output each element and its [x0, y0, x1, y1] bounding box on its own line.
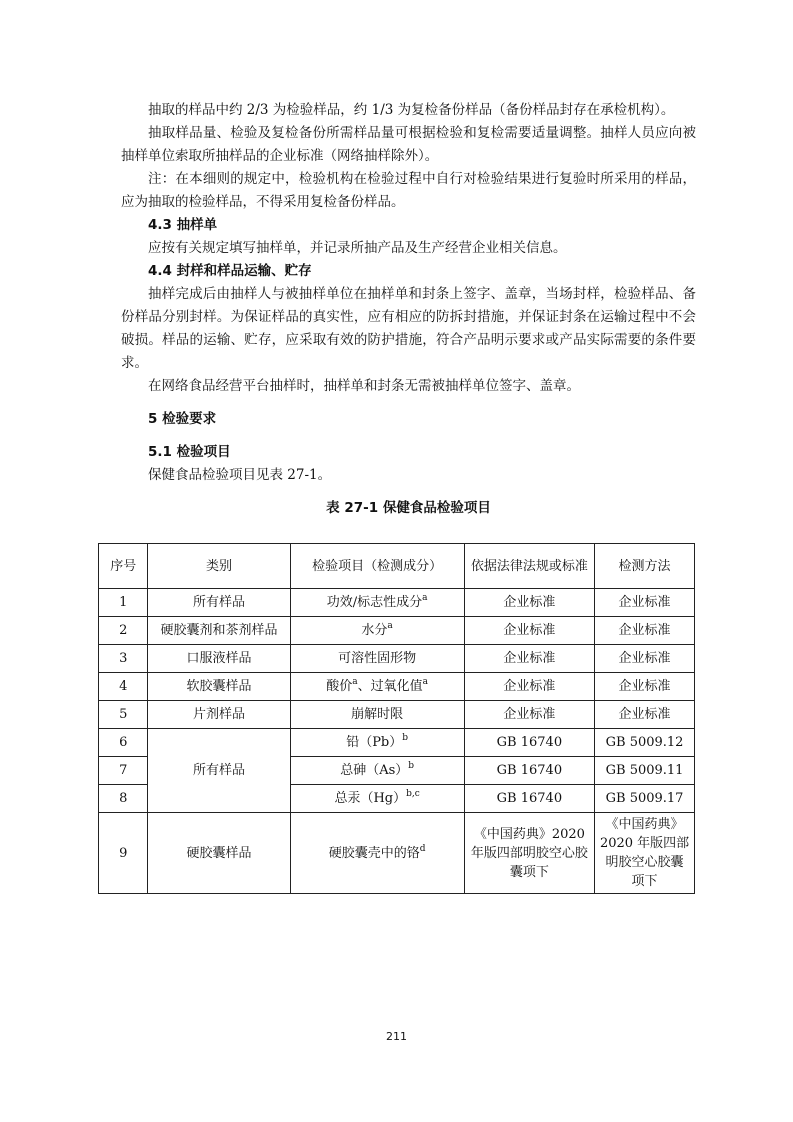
- inspection-items-table: [98, 543, 695, 894]
- cell-no: 9: [99, 813, 148, 894]
- cell-category: 硬胶囊样品: [148, 813, 290, 894]
- table-row: [99, 813, 695, 894]
- cell-item: [290, 673, 464, 701]
- footnote-mark: a: [387, 621, 393, 631]
- cell-category: 口服液样品: [148, 645, 290, 673]
- item-text: 总砷（As）: [340, 763, 409, 778]
- table-row: [99, 617, 695, 645]
- cell-basis: 企业标准: [464, 645, 594, 673]
- cell-basis: 企业标准: [464, 617, 594, 645]
- page-number: 211: [386, 1030, 407, 1043]
- table-row: [99, 701, 695, 729]
- table-header-row: [99, 544, 695, 589]
- item-text: 、过氧化值: [357, 679, 423, 694]
- cell-basis: GB 16740: [464, 729, 594, 757]
- cell-item: [290, 757, 464, 785]
- cell-basis: GB 16740: [464, 785, 594, 813]
- item-text: 铅（Pb）: [346, 735, 403, 750]
- item-text: 总汞（Hg）: [334, 791, 407, 806]
- footnote-mark: a: [422, 677, 428, 687]
- document-body: [121, 99, 696, 526]
- cell-method: 《中国药典》2020 年版四部明胶空心胶囊项下: [595, 813, 695, 894]
- cell-basis: GB 16740: [464, 757, 594, 785]
- section-heading-5-1: 5.1 检验项目: [148, 444, 231, 460]
- cell-no: 2: [99, 617, 148, 645]
- footnote-mark: d: [419, 843, 426, 854]
- header-no: 序号: [99, 544, 148, 589]
- item-text: 硬胶囊壳中的铬: [328, 845, 420, 861]
- cell-category: 硬胶囊剂和茶剂样品: [148, 617, 290, 645]
- paragraph: 抽样完成后由抽样人与被抽样单位在抽样单和封条上签字、盖章，当场封样，检验样品、备份样品分别封样。为保证样品的真实性，应有相应的防拆封措施，并保证封条在运输过程中不会破损。样品的运输、贮存，应采取有效的防护措施，符合产品明示要求或产品实际需要的条件要求。: [121, 286, 696, 371]
- table-caption: 表 27-1 保健食品检验项目: [326, 500, 491, 516]
- paragraph: 应按有关规定填写抽样单，并记录所抽产品及生产经营企业相关信息。: [148, 240, 567, 256]
- cell-no: 7: [99, 757, 148, 785]
- table-row: [99, 729, 695, 757]
- paragraph: 抽取的样品中约 2/3 为检验样品，约 1/3 为复检备份样品（备份样品封存在承检机构）。: [148, 102, 675, 118]
- cell-basis: 企业标准: [464, 701, 594, 729]
- cell-method: 企业标准: [595, 645, 695, 673]
- cell-item: [290, 701, 464, 729]
- table-row: [99, 673, 695, 701]
- cell-item: [290, 645, 464, 673]
- item-text: 崩解时限: [351, 707, 404, 722]
- paragraph: 在网络食品经营平台抽样时，抽样单和封条无需被抽样单位签字、盖章。: [148, 378, 580, 394]
- cell-item: [290, 813, 464, 894]
- cell-item: [290, 729, 464, 757]
- table-row: [99, 645, 695, 673]
- cell-no: 8: [99, 785, 148, 813]
- header-category: 类别: [148, 544, 290, 589]
- cell-category: 所有样品: [148, 589, 290, 617]
- cell-method: 企业标准: [595, 673, 695, 701]
- cell-method: 企业标准: [595, 589, 695, 617]
- cell-item: [290, 617, 464, 645]
- cell-method: GB 5009.17: [595, 785, 695, 813]
- paragraph: 保健食品检验项目见表 27-1。: [148, 467, 332, 483]
- paragraph: 抽取样品量、检验及复检备份所需样品量可根据检验和复检需要适量调整。抽样人员应向被抽样单位索取所抽样品的企业标准（网络抽样除外）。: [121, 125, 696, 164]
- cell-method: GB 5009.11: [595, 757, 695, 785]
- cell-method: 企业标准: [595, 617, 695, 645]
- cell-method: GB 5009.12: [595, 729, 695, 757]
- cell-no: 1: [99, 589, 148, 617]
- cell-item: [290, 589, 464, 617]
- section-heading-4-4: 4.4 封样和样品运输、贮存: [148, 263, 312, 279]
- footnote-mark: a: [352, 677, 358, 687]
- cell-category: 片剂样品: [148, 701, 290, 729]
- footnote-mark: b: [402, 733, 409, 743]
- cell-basis: 企业标准: [464, 673, 594, 701]
- footnote-mark: a: [422, 593, 428, 603]
- cell-basis: 《中国药典》2020 年版四部明胶空心胶囊项下: [464, 813, 594, 894]
- footnote-mark: b,c: [406, 789, 420, 799]
- item-text: 酸价: [326, 679, 353, 694]
- header-basis: 依据法律法规或标准: [464, 544, 594, 589]
- cell-no: 5: [99, 701, 148, 729]
- item-text: 水分: [361, 623, 388, 638]
- cell-method: 企业标准: [595, 701, 695, 729]
- header-item: 检验项目（检测成分）: [290, 544, 464, 589]
- cell-category: 软胶囊样品: [148, 673, 290, 701]
- header-method: 检测方法: [595, 544, 695, 589]
- cell-item: [290, 785, 464, 813]
- cell-basis: 企业标准: [464, 589, 594, 617]
- footnote-mark: b: [408, 761, 415, 771]
- cell-no: 4: [99, 673, 148, 701]
- cell-category: 所有样品: [148, 729, 290, 813]
- note-paragraph: 注：在本细则的规定中，检验机构在检验过程中自行对检验结果进行复验时所采用的样品，应为抽取的检验样品，不得采用复检备份样品。: [121, 171, 696, 210]
- item-text: 功效/标志性成分: [326, 595, 423, 610]
- section-heading-4-3: 4.3 抽样单: [148, 217, 218, 233]
- section-heading-5: 5 检验要求: [148, 411, 217, 427]
- cell-no: 6: [99, 729, 148, 757]
- cell-no: 3: [99, 645, 148, 673]
- table-row: [99, 589, 695, 617]
- item-text: 可溶性固形物: [338, 651, 417, 666]
